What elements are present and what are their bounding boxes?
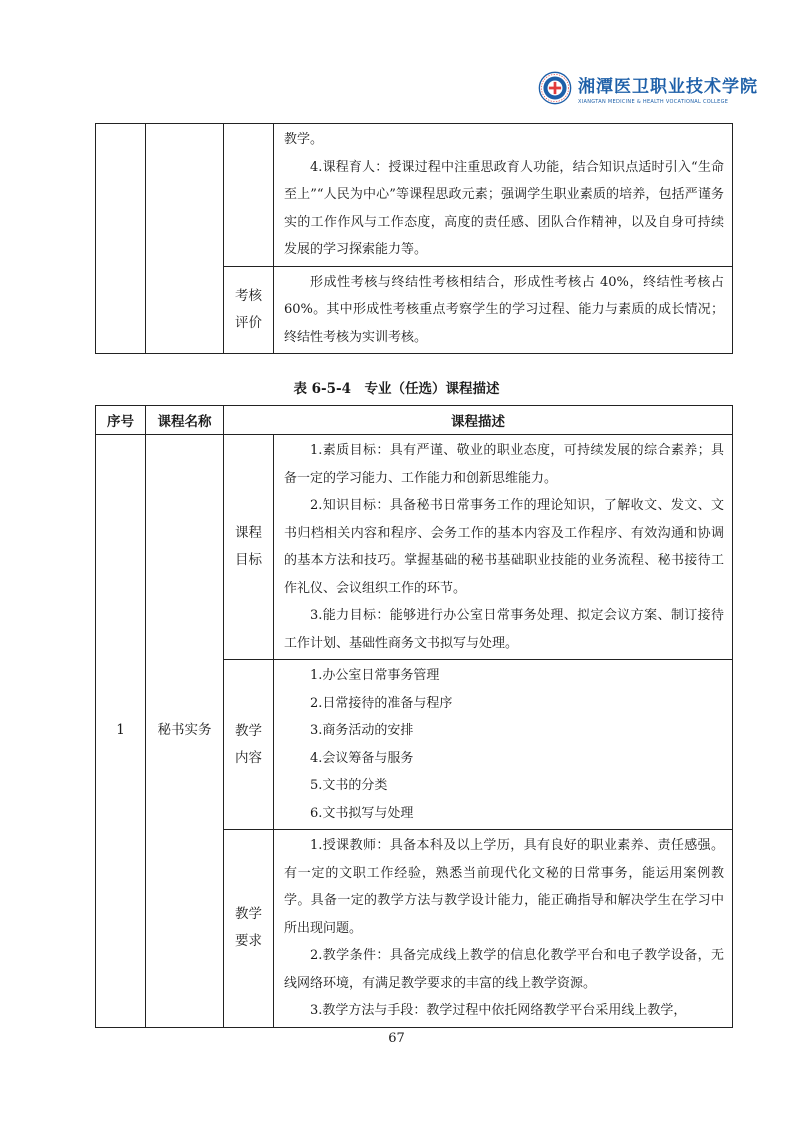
assessment-text xyxy=(274,266,733,354)
header-name: 课程名称 xyxy=(146,406,224,435)
teaching-contents xyxy=(274,660,733,830)
college-emblem-icon xyxy=(538,63,572,113)
college-logo xyxy=(538,62,758,114)
content-item: 5.文书的分类 xyxy=(310,778,388,793)
empty-no-cell xyxy=(96,124,146,354)
content-item: 6.文书拟写与处理 xyxy=(310,805,414,821)
content-item: 4.会议筹备与服务 xyxy=(310,750,414,766)
course-name: 秘书实务 xyxy=(146,435,224,1028)
content-label: 教学内容 xyxy=(224,660,274,830)
empty-label-cell xyxy=(224,124,274,267)
teaching-requirements-continued xyxy=(274,124,733,267)
page-number: 67 xyxy=(388,1031,405,1046)
content-item: 2.日常接待的准备与程序 xyxy=(310,695,453,711)
requirements-label: 教学要求 xyxy=(224,830,274,1028)
course-table-continued xyxy=(95,123,733,354)
content-item: 1.办公室日常事务管理 xyxy=(310,668,440,683)
paragraph: 形成性考核与终结性考核相结合，形成性考核占 40%，终结性考核占60%。其中形成性考核重点考察学生的学习过程、能力与素质的成长情况；终结性考核为实训考核。 xyxy=(284,274,724,345)
header-no: 序号 xyxy=(96,406,146,435)
college-name-en: XIANGTAN MEDICINE & HEALTH VOCATIONAL COLLEGE xyxy=(578,98,729,105)
elective-course-table xyxy=(95,405,733,1028)
goal-label: 课程目标 xyxy=(224,435,274,660)
paragraph: 4.课程育人：授课过程中注重思政育人功能，结合知识点适时引入“生命至上”“人民为中心”等课程思政元素；强调学生职业素质的培养，包括严谨务实的工作作风与工作态度，高度的责任感、团队合作精神，以及自身可持续发展的学习探索能力等。 xyxy=(284,159,724,257)
empty-name-cell xyxy=(146,124,224,354)
paragraph: 教学。 xyxy=(284,132,324,147)
table-caption: 表 6-5-4 专业（任选）课程描述 xyxy=(293,381,500,397)
row-number: 1 xyxy=(96,435,146,1028)
header-desc: 课程描述 xyxy=(224,406,733,435)
assessment-label: 考核评价 xyxy=(224,266,274,354)
content-item: 3.商务活动的安排 xyxy=(310,723,414,738)
goal-item: 2.知识目标：具备秘书日常事务工作的理论知识，了解收文、发文、文书归档相关内容和程序、会务工作的基本内容及工作程序、有效沟通和协调的基本方法和技巧。掌握基础的秘书基础职业技能的业务流程、秘书接待工作礼仪、会议组织工作的环节。 xyxy=(284,498,724,596)
teaching-requirements xyxy=(274,830,733,1028)
goal-item: 3.能力目标：能够进行办公室日常事务处理、拟定会议方案、制订接待工作计划、基础性商务文书拟写与处理。 xyxy=(284,608,724,651)
course-goals xyxy=(274,435,733,660)
college-name-cn: 湘潭医卫职业技术学院 xyxy=(578,76,758,97)
requirement-item: 1.授课教师：具备本科及以上学历，具有良好的职业素养、责任感强。有一定的文职工作经验，熟悉当前现代化文秘的日常事务，能运用案例教学。具备一定的教学方法与教学设计能力，能正确指导和解决学生在学习中所出现问题。 xyxy=(284,838,724,936)
requirement-item: 3.教学方法与手段：教学过程中依托网络教学平台采用线上教学， xyxy=(310,1003,687,1018)
requirement-item: 2.教学条件：具备完成线上教学的信息化教学平台和电子教学设备，无线网络环境，有满足教学要求的丰富的线上教学资源。 xyxy=(284,948,724,991)
goal-item: 1.素质目标：具有严谨、敬业的职业态度，可持续发展的综合素养；具备一定的学习能力、工作能力和创新思维能力。 xyxy=(284,443,724,486)
